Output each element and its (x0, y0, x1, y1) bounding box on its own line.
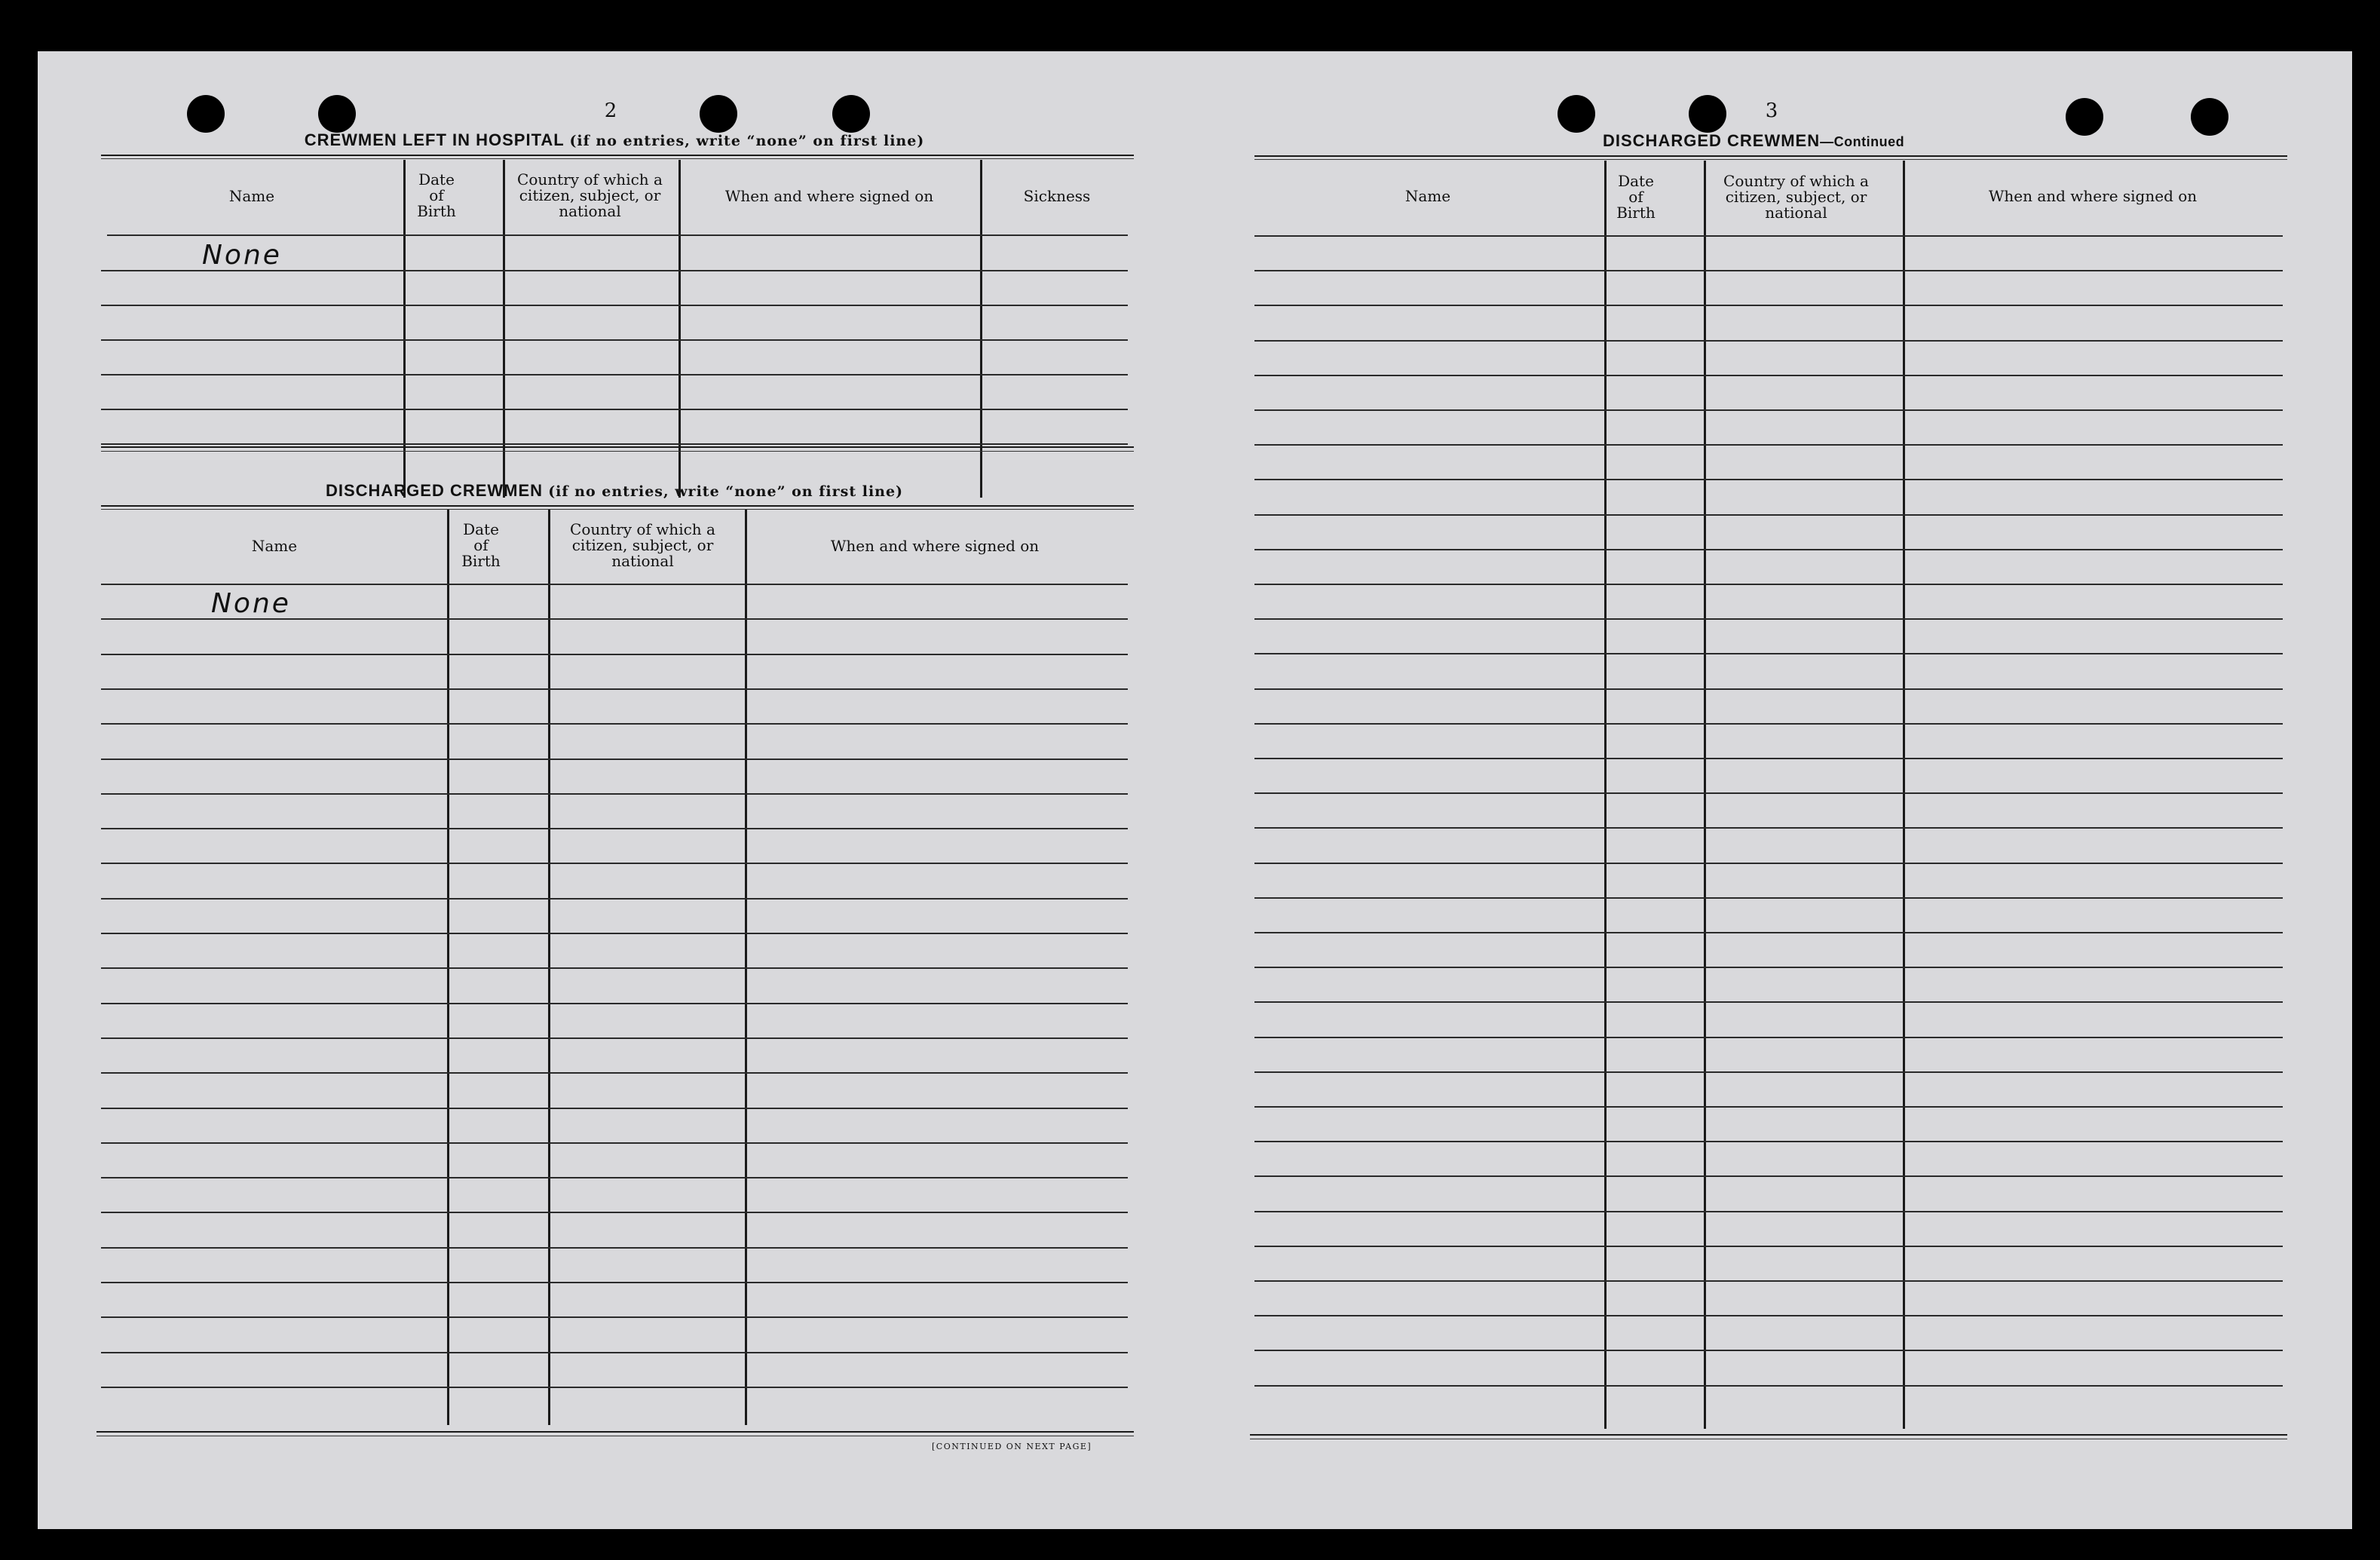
section-note: (if no entries, write “none” on first line) (569, 133, 925, 149)
table-row (1254, 270, 2283, 271)
table-row (1254, 1385, 2283, 1387)
table-row (1254, 1001, 2283, 1003)
table-row (1254, 444, 2283, 446)
table-row (1254, 1350, 2283, 1351)
section-title-text: CREWMEN LEFT IN HOSPITAL (304, 130, 565, 149)
double-rule (1254, 155, 2287, 157)
table-row (1254, 235, 2283, 237)
section-note: (if no entries, write “none” on first line) (548, 483, 904, 500)
column-header-sickness: Sickness (1023, 187, 1091, 205)
table-row (101, 1316, 1128, 1318)
table-row (1254, 758, 2283, 759)
double-rule (101, 509, 1134, 510)
table-row (1254, 1280, 2283, 1282)
table-row (101, 759, 1128, 760)
table-row (1254, 514, 2283, 516)
page-number: 2 (604, 100, 617, 122)
table-row (101, 1142, 1128, 1144)
table-row (1254, 967, 2283, 968)
section-title-text: DISCHARGED CREWMEN (325, 481, 544, 500)
column-header-country: Country of which a citizen, subject, or national (570, 520, 715, 570)
table-row (101, 898, 1128, 900)
double-rule (101, 155, 1134, 156)
table-row (107, 234, 1128, 236)
table-row (1254, 1315, 2283, 1316)
table-row (101, 305, 1128, 306)
table-row (1254, 932, 2283, 933)
table-row (1254, 549, 2283, 550)
table-row (1254, 340, 2283, 342)
punch-hole (832, 95, 870, 133)
table-row (101, 339, 1128, 341)
table-row (101, 654, 1128, 655)
column-header-date-of-birth: Date of Birth (461, 520, 501, 570)
column-header-signed-on: When and where signed on (724, 187, 934, 205)
column-divider (1704, 161, 1706, 1429)
table-row (1254, 1037, 2283, 1038)
table-row (1254, 723, 2283, 725)
table-row (101, 1072, 1128, 1074)
table-row (1254, 1211, 2283, 1212)
table-row (101, 1003, 1128, 1004)
table-row (101, 374, 1128, 375)
table-row (1254, 618, 2283, 620)
double-rule (96, 1431, 1134, 1433)
column-header-signed-on: When and where signed on (830, 537, 1040, 555)
double-rule (101, 446, 1134, 448)
handwritten-entry: None (211, 588, 291, 619)
column-header-name: Name (228, 187, 275, 205)
table-row (1254, 409, 2283, 411)
punch-hole (318, 95, 356, 133)
section-title-discharged (38, 481, 1191, 501)
section-title-text: DISCHARGED CREWMEN (1603, 131, 1821, 150)
table-row (1254, 1175, 2283, 1177)
table-row (1254, 688, 2283, 690)
table-row (1254, 827, 2283, 829)
table-row (1254, 1141, 2283, 1142)
table-row (101, 443, 1128, 445)
punch-hole (187, 95, 225, 133)
column-divider (1604, 161, 1607, 1429)
table-row (101, 688, 1128, 690)
column-header-name: Name (1404, 187, 1451, 205)
page-number: 3 (1765, 100, 1778, 122)
table-row (1254, 897, 2283, 899)
section-title-suffix: —Continued (1820, 134, 1905, 149)
table-row (1254, 375, 2283, 376)
table-row (101, 409, 1128, 410)
table-row (101, 933, 1128, 934)
section-title-discharged-continued (1603, 131, 1904, 151)
table-row (101, 723, 1128, 725)
double-rule (1254, 159, 2287, 160)
handwritten-entry: None (202, 240, 282, 271)
section-title-hospital (38, 130, 1191, 150)
column-header-date-of-birth: Date of Birth (1616, 172, 1656, 222)
table-row (101, 1247, 1128, 1249)
column-divider (1903, 161, 1905, 1429)
table-row (1254, 1106, 2283, 1108)
column-header-name: Name (251, 537, 298, 555)
table-row (1254, 584, 2283, 585)
table-row (1254, 479, 2283, 480)
column-header-country: Country of which a citizen, subject, or national (1723, 172, 1869, 222)
column-header-country: Country of which a citizen, subject, or national (517, 170, 663, 220)
table-row (101, 1352, 1128, 1353)
table-row (1254, 792, 2283, 794)
continued-note: [CONTINUED ON NEXT PAGE] (932, 1442, 1092, 1451)
double-rule (101, 505, 1134, 507)
table-row (1254, 1246, 2283, 1247)
table-row (101, 584, 1128, 585)
table-row (1254, 305, 2283, 306)
table-row (1254, 1071, 2283, 1073)
column-header-signed-on: When and where signed on (1988, 187, 2198, 205)
punch-hole (2066, 98, 2103, 136)
table-row (101, 793, 1128, 795)
table-row (101, 1177, 1128, 1178)
table-row (101, 1212, 1128, 1213)
table-row (101, 1387, 1128, 1388)
table-row (101, 863, 1128, 864)
table-row (1254, 863, 2283, 864)
punch-hole (1689, 95, 1726, 133)
double-rule (101, 158, 1134, 159)
table-row (101, 1108, 1128, 1109)
table-row (1254, 653, 2283, 654)
document-sheet (38, 51, 2352, 1529)
punch-hole (700, 95, 737, 133)
table-row (101, 1282, 1128, 1283)
table-row (101, 967, 1128, 969)
double-rule (101, 451, 1134, 452)
punch-hole (1558, 95, 1595, 133)
punch-hole (2191, 98, 2228, 136)
double-rule (1250, 1434, 2287, 1436)
table-row (101, 1037, 1128, 1039)
column-header-date-of-birth: Date of Birth (417, 170, 456, 220)
table-row (101, 828, 1128, 829)
